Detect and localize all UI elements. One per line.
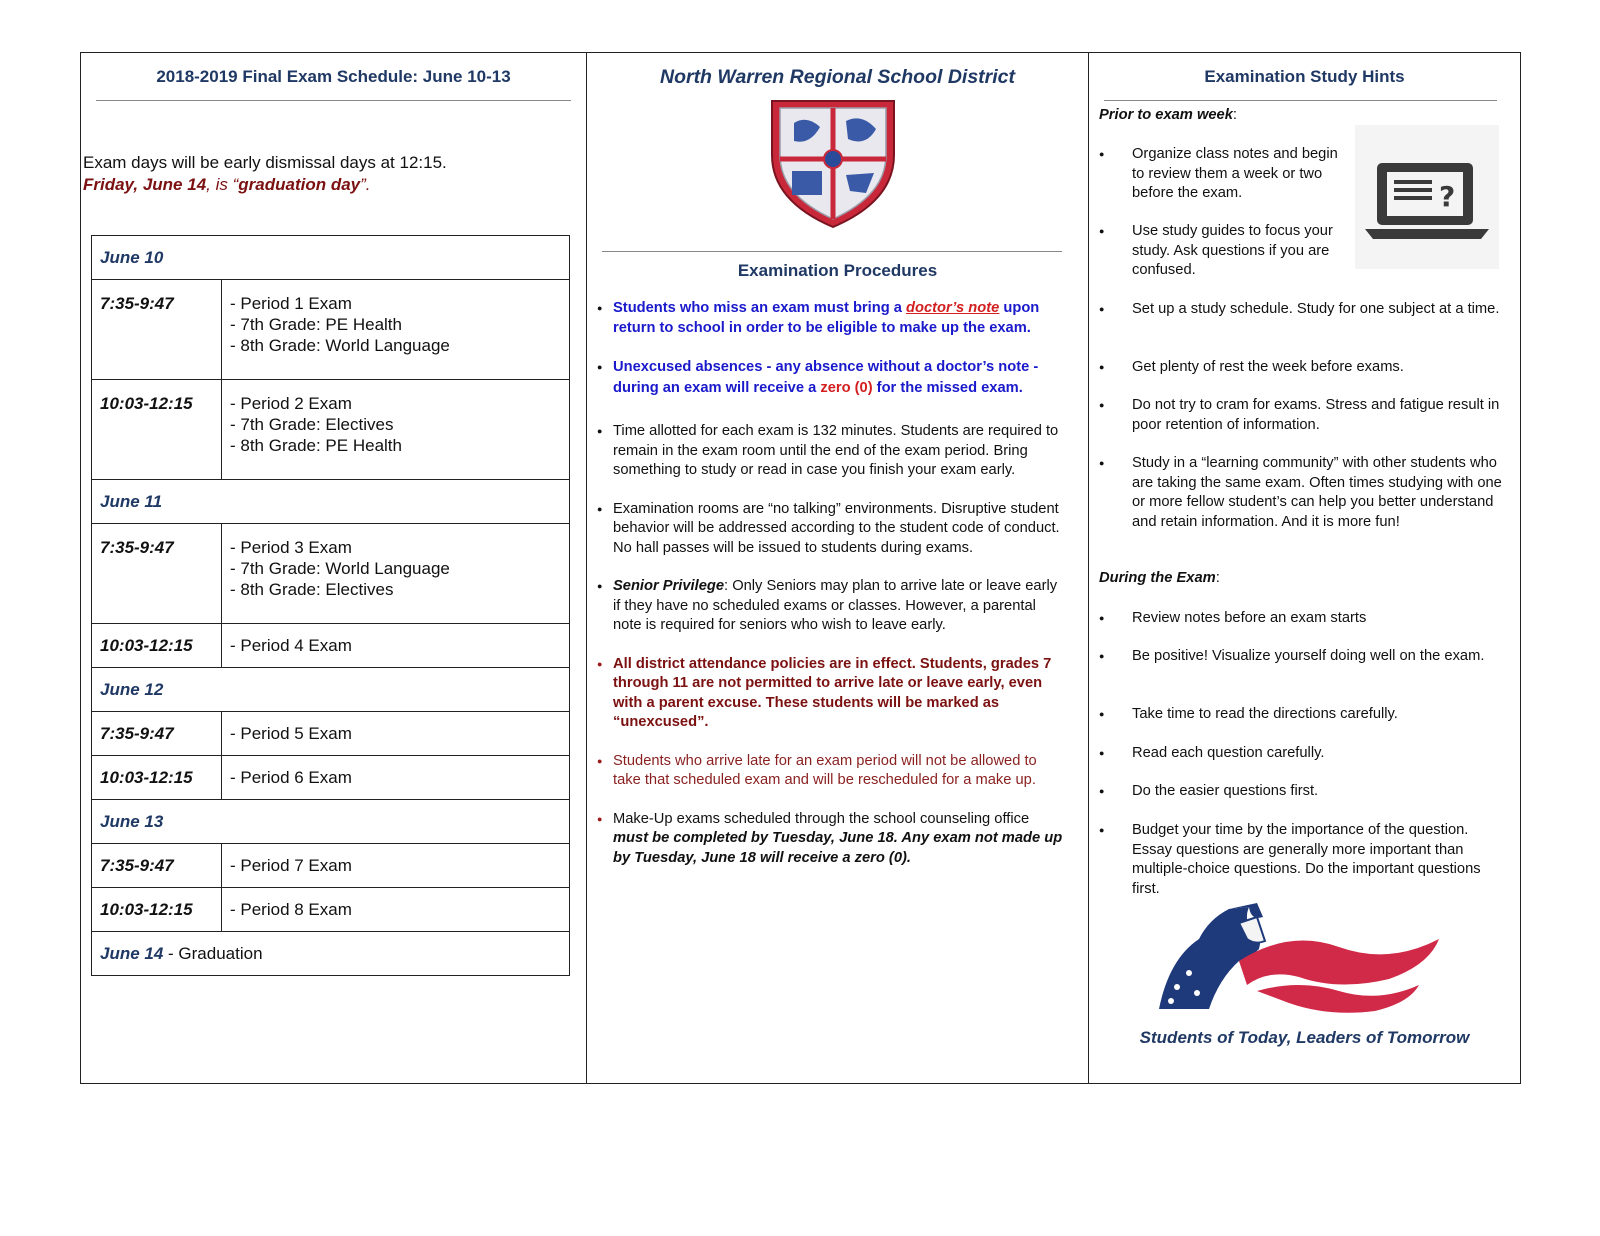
colon: : (1215, 570, 1220, 586)
hint-text: Do not try to cram for exams. Stress and fatigue result in poor retention of information. (1132, 397, 1500, 433)
table-row (92, 380, 570, 480)
schedule-intro (83, 152, 447, 196)
hint-text: Take time to read the directions carefully. (1132, 706, 1398, 722)
hints-divider (1104, 100, 1497, 101)
list-item (1099, 396, 1511, 435)
table-row (92, 524, 570, 624)
procedures-subtitle: Examination Procedures (737, 261, 938, 280)
schedule-title: 2018-2019 Final Exam Schedule: June 10-13 (156, 67, 511, 86)
district-name: North Warren Regional School District (659, 66, 1016, 88)
list-item (1099, 609, 1511, 629)
day-row: June 12 (92, 668, 570, 712)
list-item (1099, 222, 1339, 281)
slot-exams: - Period 4 Exam (222, 624, 570, 668)
bullet: ● (1099, 400, 1105, 410)
hint-text: Organize class notes and begin to review them a week or two before the exam. (1132, 146, 1338, 201)
hint-text: Do the easier questions first. (1132, 783, 1319, 799)
district-crest-logo (762, 93, 904, 231)
colon: : (1232, 107, 1237, 123)
doctors-note-link[interactable]: doctor’s note (906, 300, 1000, 316)
slot-exams (222, 524, 570, 624)
hint-text: Be positive! Visualize yourself doing well on the exam. (1132, 648, 1485, 664)
slot-exams: - Period 7 Exam (222, 844, 570, 888)
patriot-flag-logo (1139, 899, 1449, 1019)
laptop-icon (1355, 125, 1499, 269)
graduation-row (92, 932, 570, 976)
bullet: ● (1099, 304, 1105, 314)
list-item: ● All district attendance policies are in effect. Students, grades 7 through 11 are not permitted to arrive late or leave early, even with a parent excuse. These students will be marked as “unexcused”. (597, 655, 1067, 733)
svg-text:?: ? (1439, 180, 1456, 213)
procedure-text: : Only Seniors may plan to arrive late or leave early if they have no scheduled exams or classes. However, a parental note is required for seniors who wish to leave early. (613, 578, 1058, 633)
list-item: ● Examination rooms are “no talking” environments. Disruptive student behavior will be addressed according to the student code of conduct. No hall passes will be issued to students during exams. (597, 500, 1067, 559)
list-item (1099, 744, 1511, 764)
list-item (1099, 454, 1511, 532)
graduation-note (83, 174, 447, 196)
slot-time: 10:03-12:15 (92, 756, 222, 800)
exam-line: - 8th Grade: World Language (230, 336, 450, 355)
hints-title: Examination Study Hints (1204, 67, 1405, 86)
procedure-text: Make-Up exams scheduled through the school counseling office (613, 810, 1030, 827)
bullet: ● (1099, 825, 1105, 835)
procedure-text: for the missed exam. (872, 380, 1023, 396)
hint-text: Set up a study schedule. Study for one subject at a time. (1132, 301, 1500, 317)
makeup-deadline: must be completed by Tuesday, June 18. Any exam not made up by Tuesday, June 18 will receive a zero (0). (613, 830, 1063, 866)
bullet: ● (1099, 709, 1105, 719)
bullet: ● (1099, 613, 1105, 623)
table-row (92, 624, 570, 668)
zero-grade: zero (0) (820, 380, 873, 396)
motto: Students of Today, Leaders of Tomorrow (1139, 1028, 1470, 1047)
procedure-text: Students who miss an exam must bring a (613, 300, 906, 316)
graduation-date: Friday, June 14 (83, 175, 207, 194)
slot-time: 7:35-9:47 (92, 524, 222, 624)
exam-line: - 7th Grade: Electives (230, 415, 394, 434)
exam-line: - Period 2 Exam (230, 394, 352, 413)
prior-section-label (1099, 107, 1237, 123)
list-item (597, 357, 1067, 399)
table-row (92, 280, 570, 380)
schedule-divider (96, 100, 571, 101)
exam-line: - 7th Grade: PE Health (230, 315, 402, 334)
list-item (1099, 647, 1511, 667)
exam-line: - 7th Grade: World Language (230, 559, 450, 578)
table-row (92, 888, 570, 932)
slot-time: 7:35-9:47 (92, 280, 222, 380)
slot-exams (222, 380, 570, 480)
list-item: ● Time allotted for each exam is 132 minutes. Students are required to remain in the exam room until the end of the exam period. Bring something to study or read in case you finish your exam early. (597, 422, 1067, 481)
exam-line: - Period 1 Exam (230, 294, 352, 313)
prior-label: Prior to exam week (1099, 107, 1233, 123)
procedures-divider (602, 251, 1062, 252)
bullet: ● (1099, 362, 1105, 372)
graduation-end: ”. (360, 175, 371, 194)
list-item (1099, 300, 1511, 320)
bullet: ● (1099, 226, 1105, 236)
procedures-list (597, 299, 1067, 887)
bullet: ● (1099, 149, 1105, 159)
slot-exams: - Period 8 Exam (222, 888, 570, 932)
hint-text: Use study guides to focus your study. Ask questions if you are confused. (1132, 223, 1333, 278)
schedule-column (81, 53, 587, 1083)
slot-time: 10:03-12:15 (92, 624, 222, 668)
day-row: June 11 (92, 480, 570, 524)
hint-text: Study in a “learning community” with other students who are taking the same exam. Often times studying with one or more fellow student’s can help you better understand and retain information. And it is more fun! (1132, 455, 1502, 530)
procedure-text: Unexcused absences - any absence without a doctor’s note - during an exam will receive a (613, 359, 1039, 396)
graduation-day-label: graduation day (238, 175, 361, 194)
list-item (1099, 782, 1511, 802)
day-row: June 10 (92, 236, 570, 280)
table-row (92, 712, 570, 756)
list-item: ● Students who arrive late for an exam period will not be allowed to take that scheduled exam and will be rescheduled for a make up. (597, 752, 1067, 791)
during-label: During the Exam (1099, 570, 1216, 586)
slot-time: 7:35-9:47 (92, 844, 222, 888)
exam-schedule-table (91, 235, 570, 976)
list-item (1099, 705, 1511, 725)
table-row (92, 756, 570, 800)
slot-time: 10:03-12:15 (92, 380, 222, 480)
list-item (1099, 821, 1511, 899)
during-section-label (1099, 570, 1220, 586)
early-dismissal-note: Exam days will be early dismissal days at 12:15. (83, 153, 447, 172)
list-item (597, 577, 1067, 636)
list-item (1099, 358, 1511, 378)
slot-exams (222, 280, 570, 380)
bullet: ● (1099, 651, 1105, 661)
list-item (597, 299, 1067, 338)
bullet: ● (1099, 786, 1105, 796)
bullet: ● (1099, 458, 1105, 468)
hint-text: Get plenty of rest the week before exams. (1132, 359, 1404, 375)
procedure-text: upon return to school in order to be eligible to make up the exam. (613, 300, 1040, 336)
exam-line: - 8th Grade: Electives (230, 580, 394, 599)
procedures-column (587, 53, 1089, 1083)
hint-text: Budget your time by the importance of the question. Essay questions are generally more important than multiple-choice questions. Do the important questions first. (1132, 822, 1481, 897)
slot-time: 10:03-12:15 (92, 888, 222, 932)
list-item (597, 810, 1067, 869)
graduation-row-day: June 14 (100, 943, 164, 963)
graduation-row-label: - Graduation (163, 943, 263, 963)
hint-text: Read each question carefully. (1132, 745, 1325, 761)
day-row: June 13 (92, 800, 570, 844)
exam-line: - 8th Grade: PE Health (230, 436, 402, 455)
hint-text: Review notes before an exam starts (1132, 610, 1367, 626)
slot-exams: - Period 6 Exam (222, 756, 570, 800)
graduation-is: , is “ (206, 175, 239, 194)
senior-privilege-label: Senior Privilege (613, 578, 725, 594)
table-row (92, 844, 570, 888)
hints-column (1089, 53, 1520, 1083)
flyer-frame (80, 52, 1521, 1084)
slot-time: 7:35-9:47 (92, 712, 222, 756)
exam-line: - Period 3 Exam (230, 538, 352, 557)
slot-exams: - Period 5 Exam (222, 712, 570, 756)
bullet: ● (1099, 748, 1105, 758)
list-item (1099, 145, 1339, 204)
